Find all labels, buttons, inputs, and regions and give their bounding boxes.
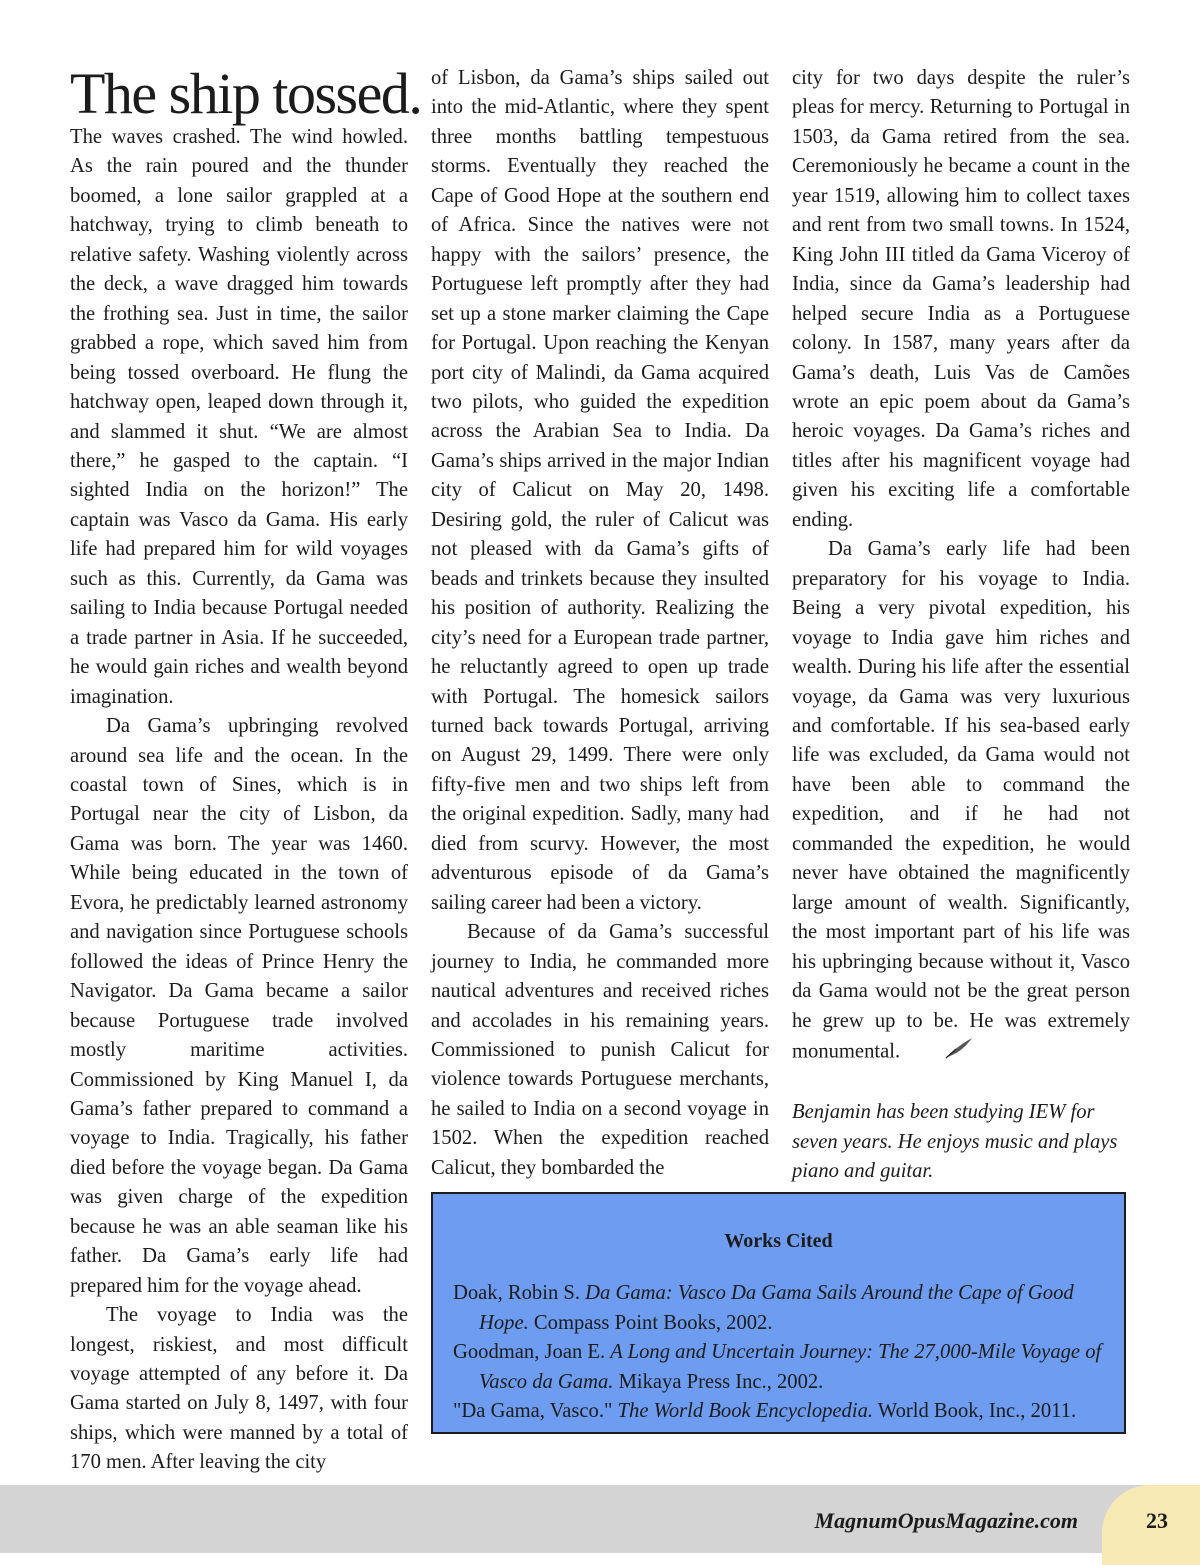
citation-author: Goodman, Joan E. [453,1341,611,1363]
paragraph: The waves crashed. The wind howled. As the rain poured and the thunder boomed, a lone sailor grappled at a hatchway, trying to climb beneath to relative safety. Washing violently across the deck, a wave dragged him towards the frothing sea. Just in time, the sailor grabbed a rope, which saved him from being tossed overboard. He flung the hatchway open, leaped down through it, and slammed it shut. “We are almost there,” he gasped to the captain. “I sighted India on the horizon!” The captain was Vasco da Gama. His early life had prepared him for wild voyages such as this. Currently, da Gama was sailing to India because Portugal needed a trade partner in Asia. If he succeeded, he would gain riches and wealth beyond imagination. [70,126,408,708]
citation-author: "Da Gama, Vasco." [453,1400,618,1422]
page-number: 23 [1146,1508,1168,1533]
works-cited-list [453,1279,1104,1427]
citation-author: Doak, Robin S. [453,1282,586,1304]
article-column-2 [431,64,769,1183]
citation-entry [453,1279,1104,1338]
paragraph-text: Da Gama’s early life had been preparatory for his voyage to India. Being a very pivotal expedition, his voyage to India gave him riches and wealth. During his life after the essential voyage, da Gama was very luxurious and comfortable. If his sea-based early life was excluded, da Gama would not have been able to command the expedition, and if he had not commanded the expedition, he would never have obtained the magnificently large amount of wealth. Significantly, the most important part of his life was his upbringing because without it, Vasco da Gama would not be the great person he grew up to be. He was extremely monumental. [792,538,1130,1063]
citation-title: A Long and Uncertain Journey: The 27,000-Mile Voyage of Vasco da Gama. [479,1341,1102,1393]
footer-website: MagnumOpusMagazine.com [814,1508,1078,1533]
citation-entry [453,1397,1104,1427]
author-bio: Benjamin has been studying IEW for seven years. He enjoys music and plays piano and guitar. [792,1101,1118,1183]
paragraph: city for two days despite the ruler’s pleas for mercy. Returning to Portugal in 1503, da Gama retired from the sea. Ceremoniously he became a count in the year 1519, allowing him to collect taxes and rent from two small towns. In 1524, King John III titled da Gama Viceroy of India, since da Gama’s leadership had helped secure India as a Portuguese colony. In 1587, many years after da Gama’s death, Luis Vas de Camões wrote an epic poem about da Gama’s heroic voyages. Da Gama’s riches and titles after his magnificent voyage had given his exciting life a comfortable ending. [792,67,1130,531]
article-column-1 [70,123,408,1478]
citation-publisher: Mikaya Press Inc., 2002. [613,1370,824,1393]
paragraph: Da Gama’s upbringing revolved around sea life and the ocean. In the coastal town of Sines, which is in Portugal near the city of Lisbon, da Gama was born. The year was 1460. While being educated in the town of Evora, he predictably learned astronomy and navigation since Portuguese schools followed the ideas of Prince Henry the Navigator. Da Gama became a sailor because Portuguese trade involved mostly maritime activities. Commissioned by King Manuel I, da Gama’s father prepared to command a voyage to India. Tragically, his father died before the voyage began. Da Gama was given charge of the expedition because he was an able seaman like his father. Da Gama’s early life had prepared him for the voyage ahead. [70,715,408,1297]
citation-publisher: World Book, Inc., 2011. [873,1400,1077,1422]
paragraph: The voyage to India was the longest, riskiest, and most difficult voyage attempted of any before it. Da Gama started on July 8, 1497, with four ships, which were manned by a total of 170 men. After leaving the city [70,1304,408,1474]
citation-entry [453,1338,1104,1397]
citation-title: The World Book Encyclopedia. [617,1400,874,1422]
works-cited-box [431,1192,1126,1434]
paragraph-with-endmark [792,535,1130,1069]
paragraph: Because of da Gama’s successful journey to India, he commanded more nautical adventures and received riches and accolades in his remaining years. Commissioned to punish Calicut for violence towards Portuguese merchants, he sailed to India on a second voyage in 1502. When the expedition reached Calicut, they bombarded the [431,921,769,1179]
citation-publisher: Compass Point Books, 2002. [528,1311,773,1334]
quill-pen-icon [908,1036,974,1069]
article-title: The ship tossed. [70,61,422,126]
works-cited-heading: Works Cited [724,1230,833,1252]
article-column-3 [792,64,1130,1187]
paragraph: of Lisbon, da Gama’s ships sailed out into the mid-Atlantic, where they spent three months battling tempestuous storms. Eventually they reached the Cape of Good Hope at the southern end of Africa. Since the natives were not happy with the sailors’ presence, the Portuguese left promptly after they had set up a stone marker claiming the Cape for Portugal. Upon reaching the Kenyan port city of Malindi, da Gama acquired two pilots, who guided the expedition across the Arabian Sea to India. Da Gama’s ships arrived in the major Indian city of Calicut on May 20, 1498. Desiring gold, the ruler of Calicut was not pleased with da Gama’s gifts of beads and trinkets because they insulted his position of authority. Realizing the city’s need for a European trade partner, he reluctantly agreed to open up trade with Portugal. The homesick sailors turned back towards Portugal, arriving on August 29, 1499. There were only fifty-five men and two ships left from the original expedition. Sadly, many had died from scurvy. However, the most adventurous episode of da Gama’s sailing career had been a victory. [431,67,769,914]
citation-title: Da Gama: Vasco Da Gama Sails Around the Cape of Good Hope. [479,1282,1074,1334]
